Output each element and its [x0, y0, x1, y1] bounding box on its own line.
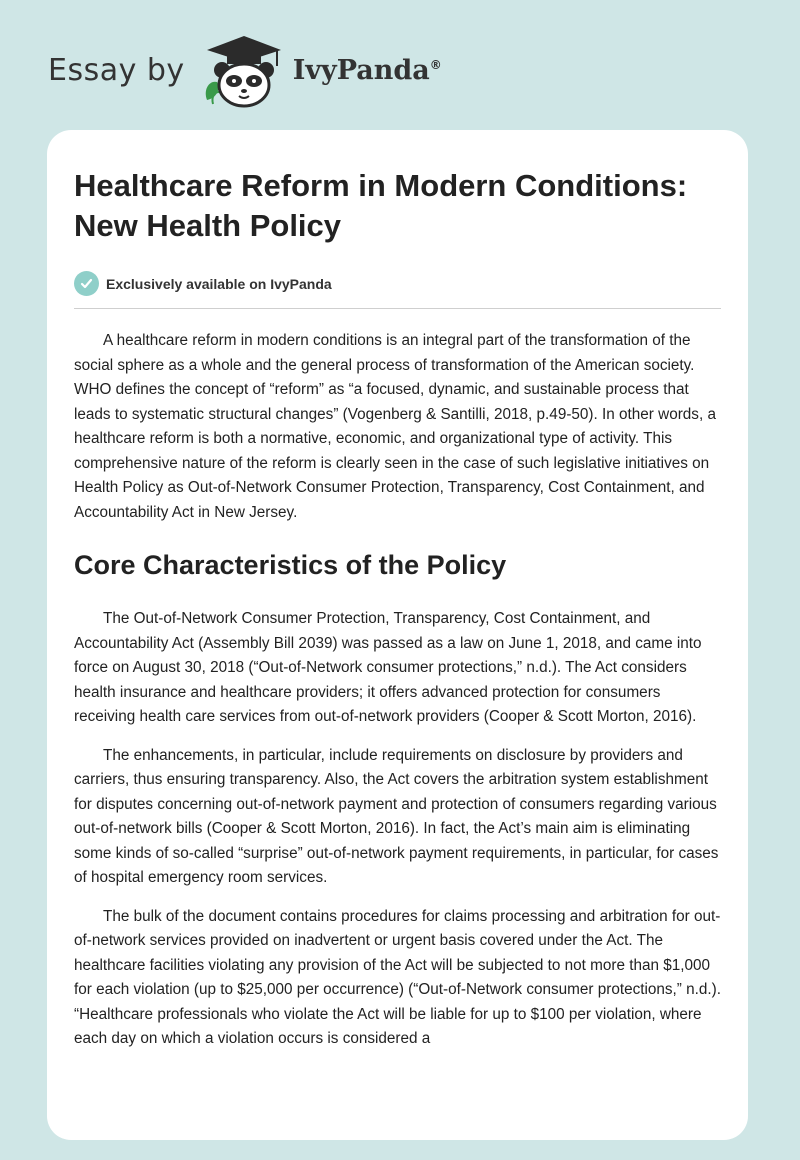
brand-name[interactable] [293, 55, 442, 86]
exclusive-badge [74, 271, 721, 309]
section-heading: Core Characteristics of the Policy [74, 550, 507, 580]
panda-logo-icon[interactable] [199, 30, 289, 110]
article-card [47, 130, 748, 1140]
trademark-symbol: ® [429, 57, 442, 72]
check-icon [74, 271, 99, 296]
brand-text: IvyPanda [292, 54, 430, 86]
article-title: Healthcare Reform in Modern Conditions: New Health Policy [74, 168, 688, 243]
article-body [74, 329, 721, 1052]
section-paragraph: The enhancements, in particular, include requirements on disclosure by providers and carriers, thus ensuring transparency. Also, the Act covers the arbitration system establishment for disputes concerning out-of-network payment and protection of consumers regarding various out-of-network bills (Cooper & Scott Morton, 2016). In fact, the Act’s main aim is eliminating some kinds of so-called “surprise” out-of-network payment requirements, in particular, for cases of hospital emergency room services. [74, 746, 719, 886]
essay-by-label: Essay by [48, 52, 185, 88]
site-header [48, 30, 442, 110]
section-paragraph: The Out-of-Network Consumer Protection, Transparency, Cost Containment, and Accountability Act (Assembly Bill 2039) was passed as a law on June 1, 2018, and came into force on August 30, 2018 (“Out-of-Network consumer protections,” n.d.). The Act considers health insurance and healthcare providers; it offers advanced protection for consumers receiving health care services from out-of-network providers (Cooper & Scott Morton, 2016). [74, 610, 702, 725]
section-paragraph: The bulk of the document contains procedures for claims processing and arbitration for out-of-network services provided on inadvertent or urgent basis covered under the Act. The healthcare facilities violating any provision of the Act will be subjected to not more than $1,000 for each violation (up to $25,000 per occurrence) (“Out-of-Network consumer protections,” n.d.). “Healthcare professionals who violate the Act will be liable for up to $100 per violation, where each day on which a violation occurs is considered a [74, 907, 722, 1047]
intro-paragraph: A healthcare reform in modern conditions is an integral part of the transformation of the social sphere as a whole and the general process of transformation of the American society. WHO defines the concept of “reform” as “a focused, dynamic, and sustainable process that leads to systematic structural changes” (Vogenberg & Santilli, 2018, p.49-50). In other words, a healthcare reform is both a normative, economic, and organizational type of activity. This comprehensive nature of the reform is clearly seen in the case of such legislative initiatives on Health Policy as Out-of-Network Consumer Protection, Transparency, Cost Containment, and Accountability Act in New Jersey. [74, 332, 716, 521]
exclusive-label: Exclusively available on IvyPanda [106, 275, 332, 292]
